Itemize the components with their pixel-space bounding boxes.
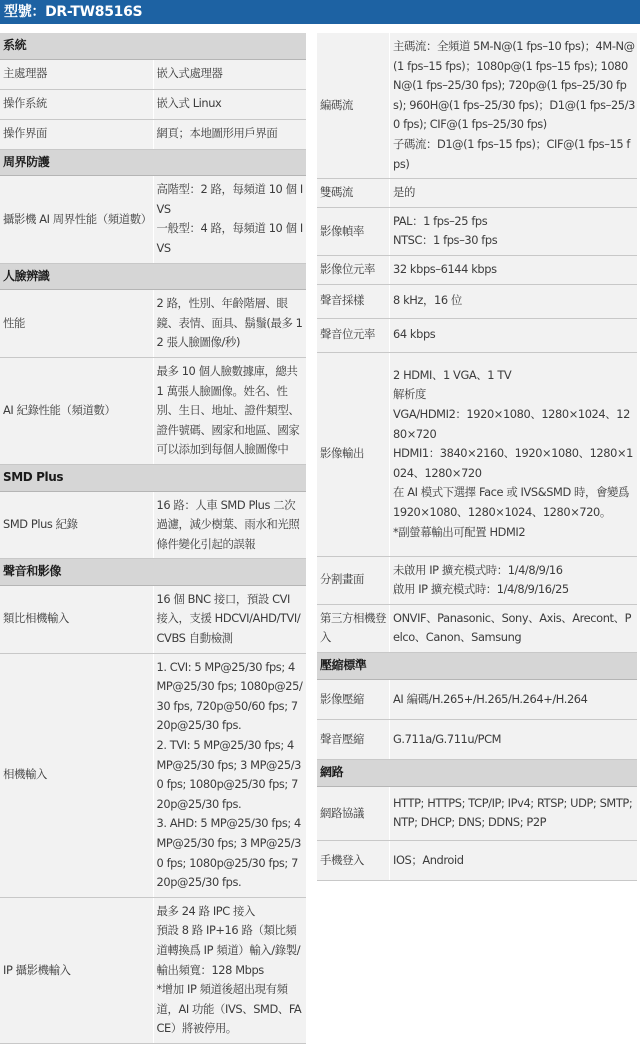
spec-value: [390, 33, 638, 179]
spec-value: [153, 653, 306, 897]
spec-value-line: 子碼流：D1@(1 fps–15 fps)；CIF@(1 fps–15 fps): [393, 136, 631, 171]
spec-row: [317, 284, 637, 318]
spec-value: [153, 290, 306, 358]
spec-label: 第三方相機登入: [317, 604, 390, 652]
spec-row: [317, 604, 637, 652]
spec-value: [390, 786, 638, 840]
section-title: 周界防護: [0, 149, 306, 176]
spec-label: 網路協議: [317, 786, 390, 840]
section-title: 壓縮標準: [317, 652, 637, 679]
spec-label: 聲音採樣: [317, 284, 390, 318]
spec-value: [390, 719, 638, 759]
spec-value: [390, 255, 638, 284]
spec-value: [390, 318, 638, 352]
spec-value-line: 解析度: [393, 387, 426, 402]
spec-value-line: PAL：1 fps–25 fps: [393, 213, 488, 228]
spec-label: 影像位元率: [317, 255, 390, 284]
spec-row: [0, 897, 306, 1043]
section-title: 人臉辨識: [0, 263, 306, 290]
spec-value-line: 32 kbps–6144 kbps: [393, 261, 497, 276]
spec-value-line: 啟用 IP 擴充模式時：1/4/8/9/16/25: [393, 582, 569, 597]
spec-value-line: 8 kHz，16 位: [393, 293, 462, 308]
spec-column-left: [0, 33, 306, 1044]
spec-value: [153, 585, 306, 653]
spec-label: 操作系統: [0, 89, 153, 119]
spec-value-line: VGA/HDMI2：1920×1080、1280×1024、1280×720: [393, 407, 630, 441]
spec-label: 類比相機輸入: [0, 585, 153, 653]
section-title: 網路: [317, 759, 637, 786]
spec-row: [317, 255, 637, 284]
section-title: SMD Plus: [0, 464, 306, 491]
spec-row: [0, 491, 306, 559]
spec-value: [390, 604, 638, 652]
spec-label: 分割畫面: [317, 556, 390, 604]
spec-label: 聲音位元率: [317, 318, 390, 352]
spec-value-line: 64 kbps: [393, 327, 436, 342]
spec-value: [153, 59, 306, 89]
spec-value-line: HDMI1：3840×2160、1920×1080、1280×1024、1280×720: [393, 446, 633, 480]
spec-value-line: NTSC：1 fps–30 fps: [393, 233, 498, 248]
spec-value-line: 最多 24 路 IPC 接入: [156, 903, 256, 918]
spec-value-line: IOS；Android: [393, 852, 464, 867]
spec-value: [390, 556, 638, 604]
spec-value-line: 主碼流：全頻道 5M-N@(1 fps–10 fps)；4M-N@(1 fps–15 fps)；1080p@(1 fps–15 fps); 1080N@(1 fps–25/30 fps); 720p@(1 fps–25/30 fps); 960H@(1 fps–25/30 fps)；D1@(1 fps–25/30 fps); CIF@(1 fps–25/30 fps): [393, 39, 635, 132]
spec-row: [0, 585, 306, 653]
spec-value-line: 16 個 BNC 接口，預設 CVI 接入，支援 HDCVI/AHD/TVI/CVBS 自動檢測: [156, 591, 301, 646]
spec-label: 性能: [0, 290, 153, 358]
spec-value-line: *增加 IP 頻道後超出現有頻道，AI 功能（IVS、SMD、FACE）將被停用。: [156, 982, 302, 1036]
spec-value-line: 在 AI 模式下選擇 Face 或 IVS&SMD 時，會變爲 1920×1080、1280×1024、1280×720。: [393, 485, 630, 520]
spec-table-left: [0, 33, 306, 1044]
spec-value-line: 3. AHD: 5 MP@25/30 fps; 4 MP@25/30 fps; 3 MP@25/30 fps; 1080p@25/30 fps; 720p@25/30 fps.: [156, 816, 302, 890]
spec-value-line: G.711a/G.711u/PCM: [393, 731, 502, 746]
spec-row: [317, 786, 637, 840]
spec-label: 操作界面: [0, 119, 153, 149]
spec-label: SMD Plus 紀錄: [0, 491, 153, 559]
spec-value: [153, 89, 306, 119]
spec-label: 相機輸入: [0, 653, 153, 897]
spec-value-line: 預設 8 路 IP+16 路（類比頻道轉換爲 IP 頻道）輸入/錄製/輸出頻寬：128 Mbps: [156, 923, 301, 977]
section-header: [0, 33, 306, 59]
spec-value: [153, 897, 306, 1043]
spec-value-line: 嵌入式處理器: [156, 66, 223, 81]
spec-value: [390, 179, 638, 208]
spec-label: AI 紀錄性能（頻道數）: [0, 357, 153, 464]
spec-value: [390, 207, 638, 255]
spec-row: [0, 89, 306, 119]
section-header: [317, 759, 637, 786]
spec-row: [317, 318, 637, 352]
spec-value-line: 2 路，性別、年齡階層、眼鏡、表情、面具、鬍鬚(最多 12 張人臉圖像/秒): [156, 296, 303, 350]
spec-row: [0, 176, 306, 263]
spec-label: 影像壓縮: [317, 679, 390, 719]
spec-label: 編碼流: [317, 33, 390, 179]
spec-row: [0, 653, 306, 897]
section-title: 聲音和影像: [0, 559, 306, 586]
spec-column-right: [317, 33, 637, 881]
model-title: 型號：DR-TW8516S: [0, 0, 640, 24]
spec-value-line: *副螢幕輸出可配置 HDMI2: [393, 524, 526, 539]
section-header: [0, 559, 306, 586]
spec-row: [0, 119, 306, 149]
spec-value-line: 網頁；本地圖形用戶界面: [156, 126, 278, 141]
spec-row: [317, 207, 637, 255]
spec-value-line: 2. TVI: 5 MP@25/30 fps; 4 MP@25/30 fps; 3 MP@25/30 fps; 1080p@25/30 fps; 720p@25/30 fps.: [156, 738, 302, 811]
spec-value: [153, 119, 306, 149]
spec-label: 影像輸出: [317, 352, 390, 556]
spec-value-line: 嵌入式 Linux: [156, 96, 222, 111]
spec-row: [317, 840, 637, 880]
spec-value-line: 高階型：2 路，每頻道 10 個 IVS: [156, 182, 303, 216]
spec-value-line: ONVIF、Panasonic、Sony、Axis、Arecont、Pelco、Canon、Samsung: [393, 610, 632, 645]
section-header: [0, 263, 306, 290]
section-header: [0, 464, 306, 491]
spec-value: [390, 840, 638, 880]
spec-label: 攝影機 AI 周界性能（頻道數）: [0, 176, 153, 263]
spec-value-line: 一般型：4 路，每頻道 10 個 IVS: [156, 221, 303, 255]
spec-row: [317, 556, 637, 604]
spec-value: [390, 352, 638, 556]
spec-table-right: [317, 33, 637, 881]
spec-value-line: 16 路：人車 SMD Plus 二次過濾，減少樹葉、雨水和光照條件變化引起的誤報: [156, 497, 300, 551]
section-header: [0, 149, 306, 176]
spec-value: [390, 284, 638, 318]
spec-row: [317, 679, 637, 719]
spec-row: [317, 719, 637, 759]
spec-value: [390, 679, 638, 719]
spec-value-line: AI 編碼/H.265+/H.265/H.264+/H.264: [393, 691, 588, 706]
spec-row: [317, 33, 637, 179]
spec-label: 聲音壓縮: [317, 719, 390, 759]
spec-value: [153, 176, 306, 263]
spec-row: [0, 59, 306, 89]
spec-label: 主處理器: [0, 59, 153, 89]
spec-label: 影像幀率: [317, 207, 390, 255]
spec-value: [153, 357, 306, 464]
spec-value-line: 未啟用 IP 擴充模式時：1/4/8/9/16: [393, 562, 563, 577]
spec-label: 手機登入: [317, 840, 390, 880]
spec-label: IP 攝影機輸入: [0, 897, 153, 1043]
spec-row: [317, 179, 637, 208]
spec-value-line: 是的: [393, 185, 415, 200]
section-header: [317, 652, 637, 679]
spec-value-line: 最多 10 個人臉數據庫，總共 1 萬張人臉圖像。姓名、性別、生日、地址、證件類型、證件號碼、國家和地區、國家可以添加到每個人臉圖像中: [156, 363, 300, 457]
section-title: 系統: [0, 33, 306, 59]
spec-value-line: 2 HDMI、1 VGA、1 TV: [393, 367, 512, 382]
spec-value-line: 1. CVI: 5 MP@25/30 fps; 4 MP@25/30 fps; 1080p@25/30 fps, 720p@50/60 fps; 720p@25/30 fps.: [156, 659, 303, 733]
spec-row: [0, 357, 306, 464]
spec-value: [153, 491, 306, 559]
spec-row: [0, 290, 306, 358]
spec-value-line: HTTP; HTTPS; TCP/IP; IPv4; RTSP; UDP; SMTP; NTP; DHCP; DNS; DDNS; P2P: [393, 795, 633, 830]
spec-label: 雙碼流: [317, 179, 390, 208]
spec-row: [317, 352, 637, 556]
